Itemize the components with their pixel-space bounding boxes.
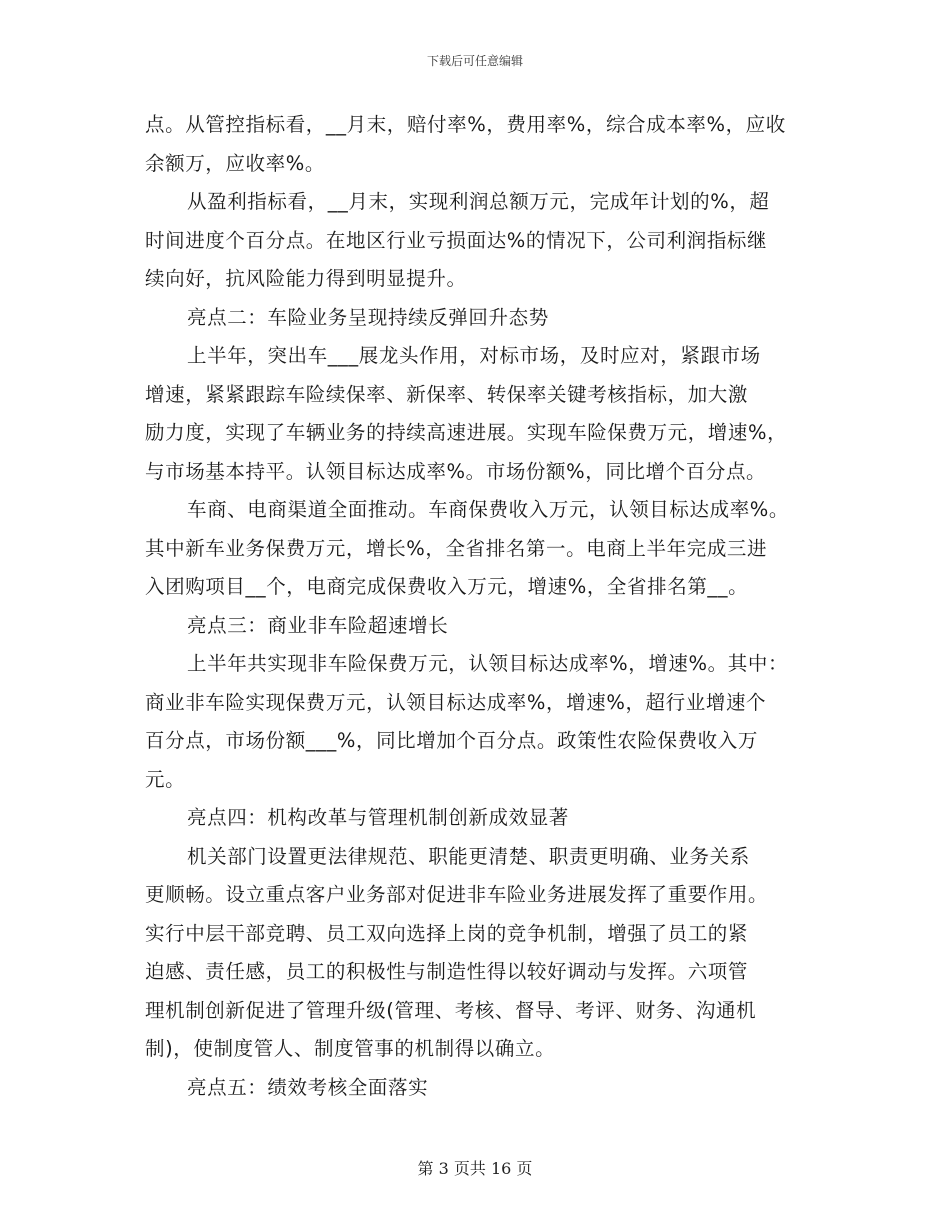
page-footer: 第 3 页共 16 页 [417, 1159, 533, 1178]
text-line: 商业非车险实现保费万元，认领目标达成率%，增速%，超行业增速个 [145, 690, 767, 714]
section-heading: 亮点四：机构改革与管理机制创新成效显著 [187, 806, 569, 829]
text-line: 入团购项目__个，电商完成保费收入万元，增速%，全省排名第__。 [145, 575, 749, 598]
text-line: 余额万，应收率%。 [145, 151, 325, 175]
section-heading: 亮点三：商业非车险超速增长 [187, 613, 449, 637]
text-line: 车商、电商渠道全面推动。车商保费收入万元，认领目标达成率%。 [187, 498, 790, 521]
text-line: 时间进度个百分点。在地区行业亏损面达%的情况下，公司利润指标继 [145, 228, 768, 252]
text-line: 与市场基本持平。认领目标达成率%。市场份额%，同比增个百分点。 [145, 459, 767, 483]
text-line: 理机制创新促进了管理升级(管理、考核、督导、考评、财务、沟通机 [145, 998, 757, 1022]
text-line: 上半年共实现非车险保费万元，认领目标达成率%，增速%。其中： [187, 652, 789, 675]
text-line: 从盈利指标看，__月末，实现利润总额万元，完成年计划的%，超 [187, 190, 770, 213]
text-line: 制)，使制度管人、制度管事的机制得以确立。 [145, 1037, 556, 1060]
text-line: 实行中层干部竞聘、员工双向选择上岗的竞争机制，增强了员工的紧 [145, 921, 749, 945]
section-heading: 亮点五：绩效考核全面落实 [187, 1075, 429, 1099]
text-line: 续向好，抗风险能力得到明显提升。 [145, 267, 467, 290]
document-body [145, 106, 810, 1107]
section-heading: 亮点二：车险业务呈现持续反弹回升态势 [187, 305, 549, 329]
text-line: 点。从管控指标看，__月末，赔付率%，费用率%，综合成本率%，应收 [145, 113, 786, 136]
text-line: 元。 [145, 767, 186, 791]
text-line: 机关部门设置更法律规范、职能更清楚、职责更明确、业务关系 [187, 844, 750, 868]
text-line: 更顺畅。设立重点客户业务部对促进非车险业务进展发挥了重要作用。 [145, 883, 769, 906]
text-line: 增速，紧紧跟踪车险续保率、新保率、转保率关键考核指标，加大激 [145, 382, 749, 406]
page-header: 下载后可任意编辑 [426, 54, 523, 68]
text-line: 百分点，市场份额___%，同比增加个百分点。政策性农险保费收入万 [145, 729, 758, 752]
text-line: 迫感、责任感，员工的积极性与制造性得以较好调动与发挥。六项管 [145, 960, 749, 983]
text-line: 上半年，突出车___展龙头作用，对标市场，及时应对，紧跟市场 [187, 344, 761, 367]
text-line: 其中新车业务保费万元，增长%，全省排名第一。电商上半年完成三进 [145, 536, 768, 560]
text-line: 励力度，实现了车辆业务的持续高速进展。实现车险保费万元，增速%， [145, 421, 788, 444]
